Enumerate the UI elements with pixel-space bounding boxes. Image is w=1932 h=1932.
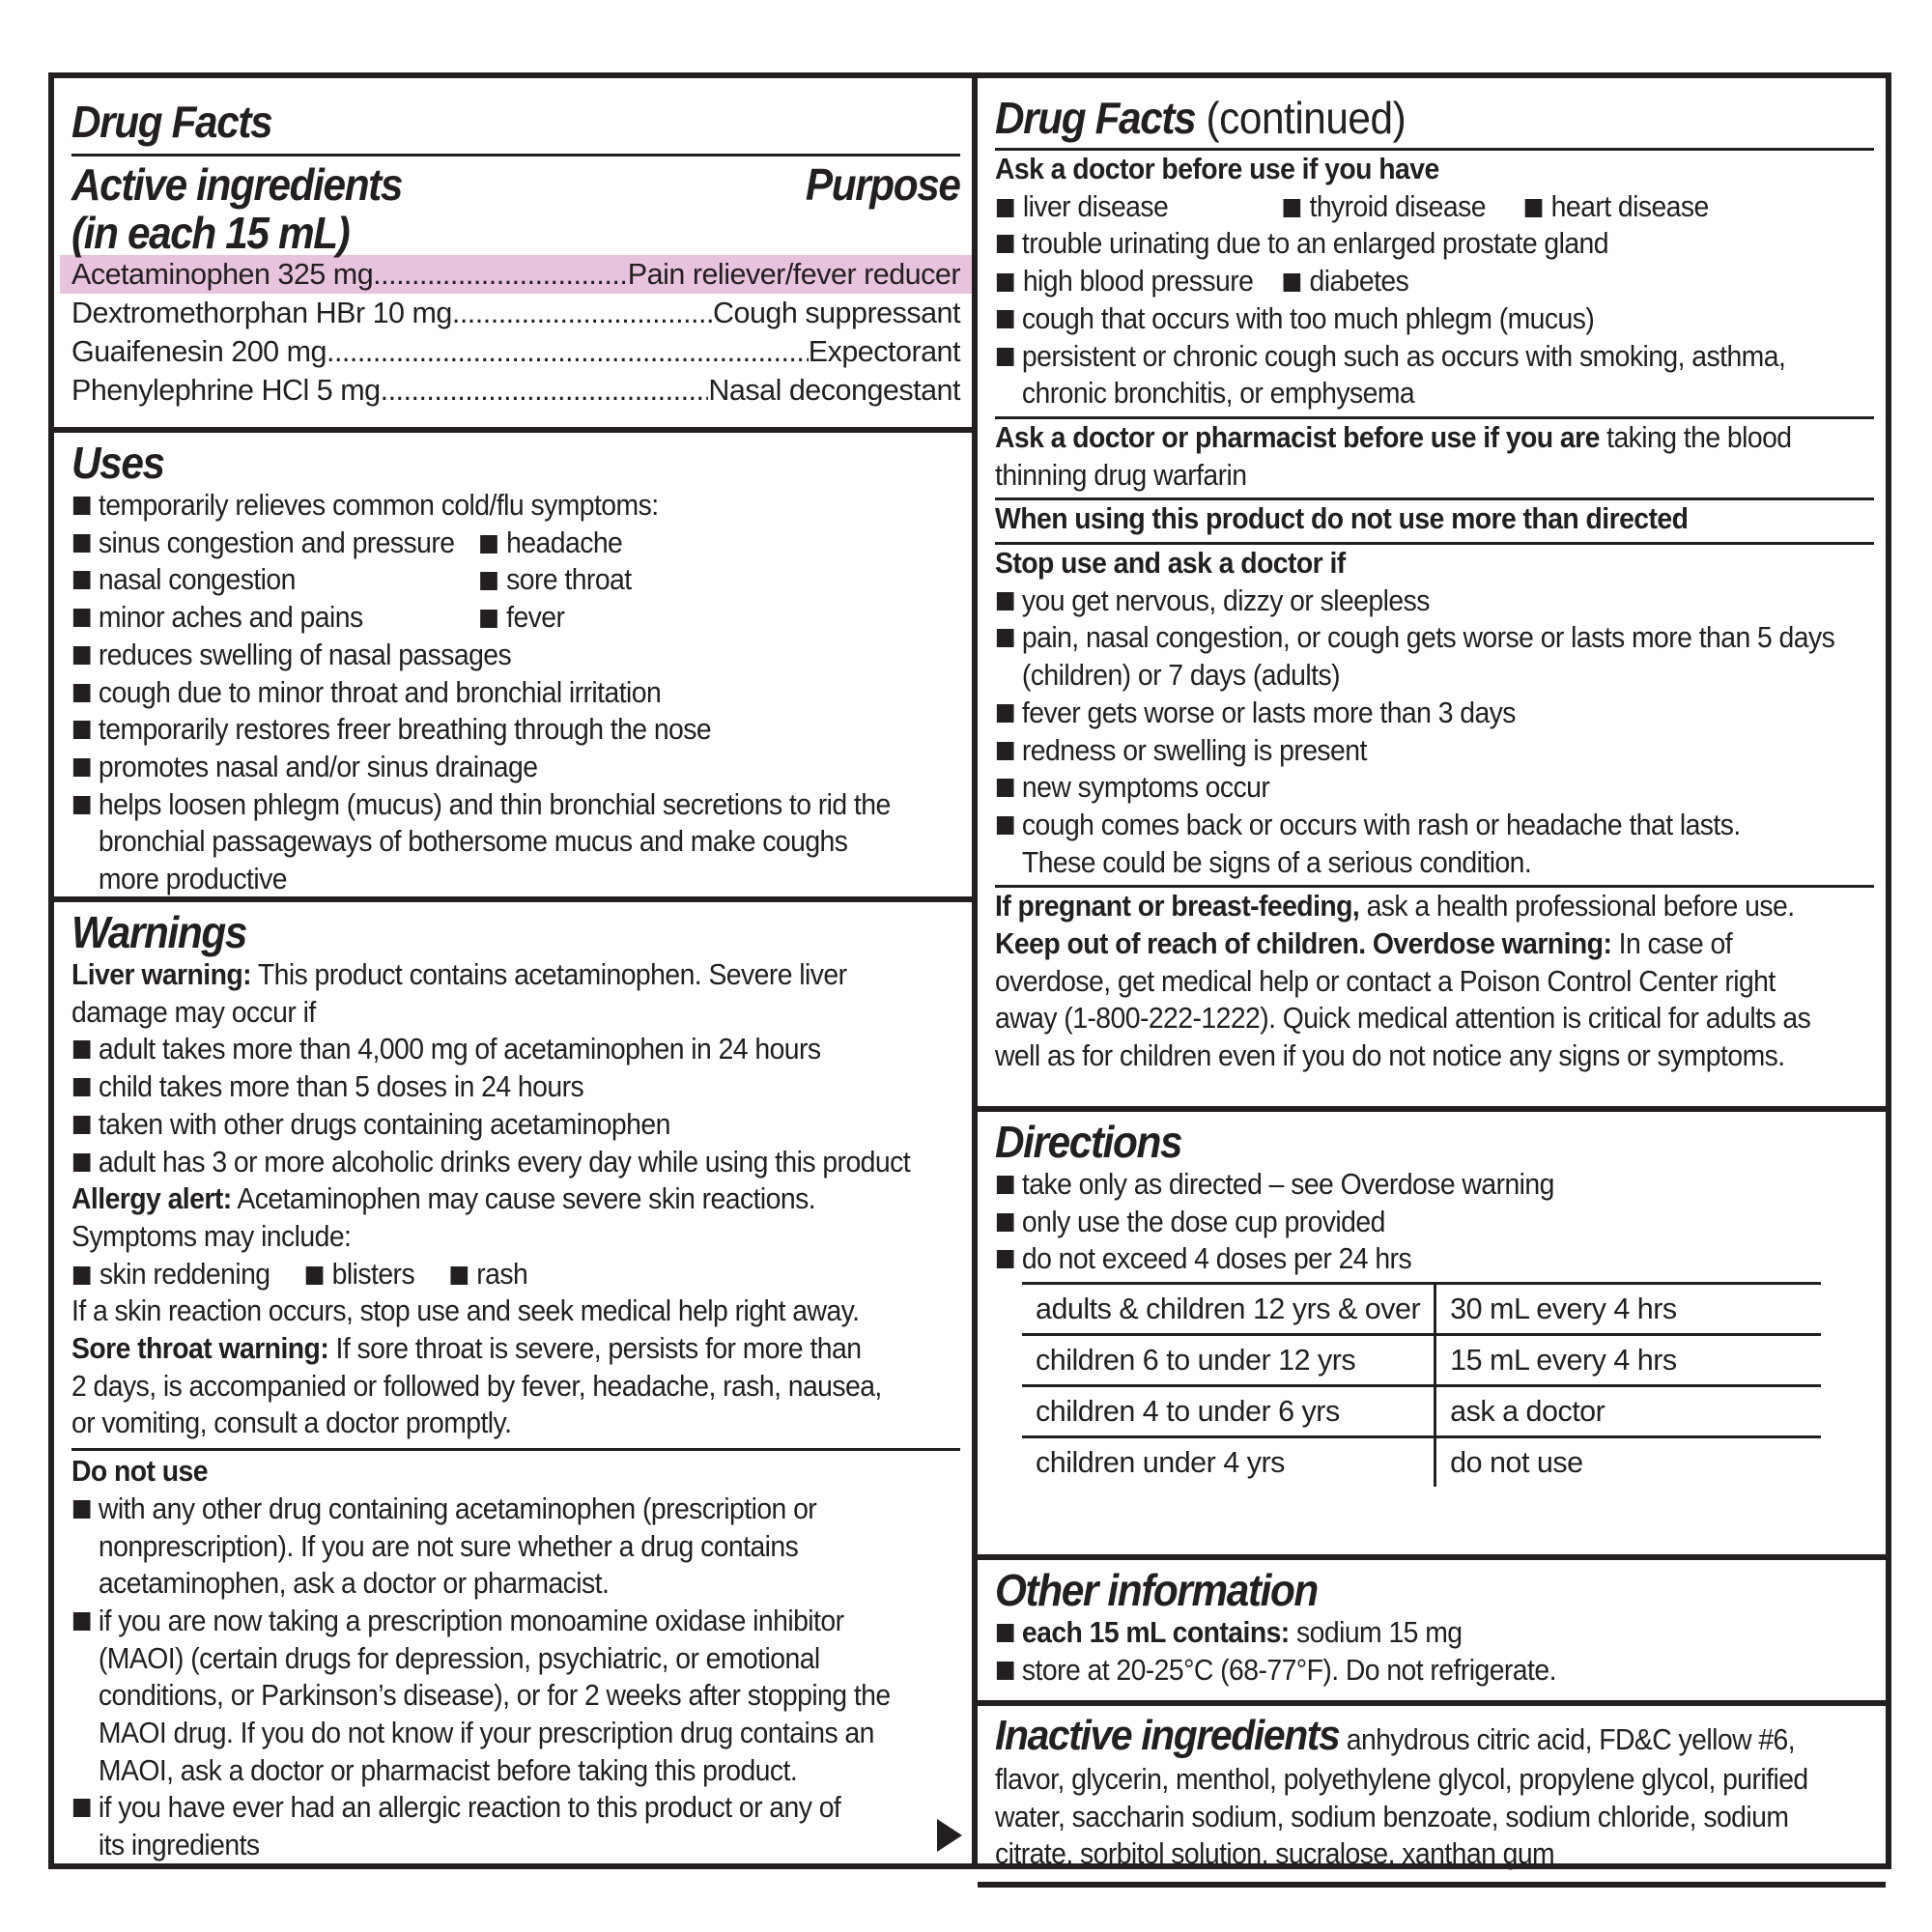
right-column: [978, 78, 1886, 1871]
section-divider: [978, 1882, 1886, 1888]
uses-item-text: sinus congestion and pressure: [98, 526, 455, 559]
bullet-icon: [997, 629, 1014, 647]
continued-title: [995, 94, 1804, 142]
ask-doctor-item: [995, 338, 1812, 412]
inactive-first-line: [995, 1712, 1812, 1761]
ask-doctor-item: [995, 225, 1812, 263]
ask-doctor-row: [995, 188, 1812, 226]
condition-text: cough that occurs with too much phlegm (mucus): [1021, 301, 1595, 335]
ingredient-purpose: Nasal decongestant: [708, 374, 960, 407]
leader-dots: [381, 371, 709, 410]
liver-item: [71, 1144, 911, 1181]
bullet-icon: [997, 816, 1014, 835]
keep-out-text: overdose, get medical help or contact a Poison Control Center right: [995, 964, 1776, 998]
uses-title: Uses: [71, 438, 164, 488]
ingredient-list: [54, 255, 972, 410]
title-rule: [71, 154, 960, 156]
bullet-icon: [73, 1153, 91, 1172]
do-not-use-text: MAOI drug. If you do not know if your prescription drug contains an: [98, 1717, 874, 1750]
symptom-text: skin reddening: [99, 1257, 270, 1291]
uses-item: [71, 525, 898, 562]
stop-use-text: These could be signs of a serious condition.: [1021, 845, 1532, 879]
continued-title-text: Drug Facts: [995, 93, 1196, 143]
inactive-ingredients-section: [978, 1706, 1886, 1882]
bullet-icon: [73, 1040, 91, 1059]
do-not-use-text: its ingredients: [98, 1829, 260, 1862]
bullet-icon: [1284, 273, 1301, 292]
continued-suffix: (continued): [1195, 93, 1406, 143]
active-ingredients-section: [54, 78, 972, 427]
continued-section: [978, 78, 1886, 1106]
ingredient-purpose: Cough suppressant: [712, 297, 960, 329]
do-not-use-text: acetaminophen, ask a doctor or pharmacist.: [98, 1567, 610, 1601]
bullet-icon: [997, 779, 1014, 797]
uses-item-text: nasal congestion: [98, 563, 296, 597]
ingredient-purpose: Expectorant: [808, 335, 960, 368]
directions-title: Directions: [995, 1117, 1182, 1167]
uses-item-text: sore throat: [506, 563, 632, 597]
when-using-text: When using this product do not use more than directed: [995, 502, 1689, 536]
bullet-icon: [73, 1116, 91, 1134]
table-cell: children under 4 yrs: [1022, 1437, 1435, 1488]
left-column: [54, 78, 972, 1863]
ingredient-name: Acetaminophen 325 mg: [71, 258, 374, 291]
allergy-alert-label: Allergy alert:: [71, 1182, 232, 1216]
stop-use-text: redness or swelling is present: [1021, 733, 1367, 767]
condition-text: diabetes: [1309, 265, 1409, 298]
allergy-symptoms: [71, 1256, 898, 1293]
keep-out-text: away (1-800-222-1222). Quick medical attention is critical for adults as: [995, 1002, 1811, 1036]
table-cell: ask a doctor: [1435, 1386, 1822, 1437]
sore-throat-text: If sore throat is severe, persists for more than: [328, 1332, 862, 1366]
keep-out-text: well as for children even if you do not notice any signs or symptoms.: [995, 1039, 1785, 1073]
stop-use-item: [995, 619, 1835, 694]
sore-throat-text: or vomiting, consult a doctor promptly.: [71, 1406, 512, 1440]
condition-text: heart disease: [1550, 189, 1709, 223]
ask-doctor-item: [995, 300, 1812, 338]
pregnant-warning: [995, 888, 1812, 925]
ingredient-row-guaifenesin: [71, 332, 960, 371]
allergy-alert: [71, 1180, 898, 1218]
bullet-icon: [997, 348, 1014, 366]
bullet-icon: [997, 1176, 1014, 1194]
stop-use-text: pain, nasal congestion, or cough gets worse or lasts more than 5 days: [1021, 621, 1835, 655]
uses-item-text: more productive: [98, 863, 287, 896]
bullet-icon: [997, 1213, 1014, 1232]
bullet-icon: [73, 1078, 91, 1096]
purpose-heading: Purpose: [806, 159, 960, 210]
bullet-icon: [480, 610, 497, 628]
drug-facts-title: Drug Facts: [71, 97, 272, 147]
bullet-icon: [73, 571, 91, 589]
bullet-icon: [450, 1266, 468, 1285]
bullet-icon: [997, 235, 1014, 253]
directions-item: [995, 1204, 1812, 1241]
table-row: [1022, 1284, 1821, 1335]
bullet-icon: [997, 1624, 1014, 1642]
directions-text: take only as directed – see Overdose warning: [1021, 1168, 1554, 1201]
do-not-use-text: conditions, or Parkinson’s disease), or for 2 weeks after stopping the: [98, 1679, 891, 1713]
bullet-icon: [73, 796, 91, 814]
stop-use-item: [995, 807, 1812, 881]
table-row: [1022, 1335, 1821, 1386]
do-not-use-text: (MAOI) (certain drugs for depression, psychiatric, or emotional: [98, 1641, 820, 1675]
ingredient-row-phenylephrine: [71, 371, 960, 410]
bullet-icon: [480, 535, 497, 554]
bullet-icon: [73, 497, 91, 515]
liver-item: [71, 1068, 898, 1106]
liver-item-text: adult has 3 or more alcoholic drinks every day while using this product: [98, 1145, 911, 1179]
do-not-use-item: [71, 1789, 898, 1863]
bullet-icon: [73, 1612, 91, 1631]
uses-item: [71, 786, 898, 896]
keep-out-text: In case of: [1611, 927, 1733, 961]
active-heading-block: [71, 159, 960, 258]
ingredient-row-dextromethorphan: [71, 294, 960, 332]
ingredient-name: Phenylephrine HCl 5 mg: [71, 374, 381, 407]
pregnant-text: ask a health professional before use.: [1359, 890, 1795, 923]
inactive-ingredients-title: Inactive ingredients: [995, 1712, 1340, 1759]
condition-text: liver disease: [1022, 189, 1169, 223]
liver-warning-text: This product contains acetaminophen. Severe liver: [251, 958, 847, 991]
do-not-use-text: MAOI, ask a doctor or pharmacist before taking this product.: [98, 1753, 798, 1787]
stop-use-title: Stop use and ask a doctor if: [995, 547, 1346, 581]
bullet-icon: [997, 310, 1014, 328]
directions-item: [995, 1166, 1812, 1204]
sore-throat-label: Sore throat warning:: [71, 1332, 329, 1366]
other-item: [995, 1652, 1812, 1690]
table-row: [1022, 1386, 1821, 1437]
stop-use-text: you get nervous, dizzy or sleepless: [1021, 583, 1430, 617]
directions-section: [978, 1112, 1886, 1554]
do-not-use-text: with any other drug containing acetaminophen (prescription or: [98, 1492, 817, 1525]
bullet-icon: [73, 609, 91, 627]
inactive-text: flavor, glycerin, menthol, polyethylene glycol, propylene glycol, purified: [995, 1763, 1808, 1796]
inactive-text: anhydrous citric acid, FD&C yellow #6,: [1339, 1723, 1796, 1756]
uses-item: [71, 711, 898, 749]
bullet-icon: [997, 1662, 1014, 1680]
sore-throat-text: 2 days, is accompanied or followed by fever, headache, rash, nausea,: [71, 1369, 882, 1403]
uses-section: [54, 433, 972, 896]
bullet-icon: [480, 572, 497, 590]
keep-out-warning: [995, 925, 1812, 963]
stop-use-text: cough comes back or occurs with rash or headache that lasts.: [1021, 808, 1741, 841]
uses-item: [71, 749, 898, 786]
do-not-use-text: if you have ever had an allergic reaction to this product or any of: [98, 1791, 841, 1825]
warnings-section: [54, 902, 972, 1863]
ask-doctor-row: [995, 263, 1812, 300]
liver-warning-label: Liver warning:: [71, 958, 252, 991]
bullet-icon: [73, 721, 91, 739]
liver-item-text: child takes more than 5 doses in 24 hours: [98, 1070, 584, 1104]
directions-text: only use the dose cup provided: [1021, 1205, 1385, 1238]
do-not-use-item: [71, 1491, 898, 1603]
dosage-table: [1022, 1282, 1821, 1487]
bullet-icon: [1525, 199, 1543, 217]
ingredient-name: Dextromethorphan HBr 10 mg: [71, 297, 452, 329]
symptom-text: rash: [476, 1257, 528, 1291]
liver-item: [71, 1106, 898, 1144]
other-item: [995, 1614, 1812, 1652]
uses-item: [71, 674, 898, 712]
condition-text: thyroid disease: [1309, 189, 1486, 223]
stop-use-item: [995, 582, 1812, 620]
ingredient-row-acetaminophen: [60, 255, 972, 294]
ingredient-name: Guaifenesin 200 mg: [71, 335, 327, 368]
liver-item: [71, 1031, 898, 1068]
bullet-icon: [997, 199, 1014, 217]
allergy-alert-text: Acetaminophen may cause severe skin reactions.: [231, 1182, 816, 1216]
uses-item-text: promotes nasal and/or sinus drainage: [98, 750, 538, 783]
stop-use-item: [995, 769, 1812, 807]
table-cell: do not use: [1450, 1445, 1583, 1479]
bullet-icon: [1284, 199, 1301, 217]
do-not-use-title: Do not use: [71, 1455, 208, 1489]
uses-item: [71, 637, 898, 674]
uses-item-text: helps loosen phlegm (mucus) and thin bronchial secretions to rid the: [98, 787, 891, 821]
uses-item-text: minor aches and pains: [98, 601, 363, 635]
bullet-icon: [997, 592, 1014, 611]
stop-use-text: new symptoms occur: [1021, 771, 1270, 805]
allergy-alert-text: Symptoms may include:: [71, 1219, 352, 1253]
uses-item-text: headache: [506, 526, 623, 559]
allergy-after-text: If a skin reaction occurs, stop use and seek medical help right away.: [71, 1294, 860, 1328]
warnings-title: Warnings: [71, 907, 246, 957]
leader-dots: [373, 255, 628, 294]
liver-item-text: taken with other drugs containing acetaminophen: [98, 1107, 670, 1141]
table-cell: 30 mL every 4 hrs: [1435, 1284, 1822, 1335]
other-item-label: each 15 mL contains:: [1021, 1616, 1290, 1649]
condition-text: chronic bronchitis, or emphysema: [1021, 377, 1415, 411]
uses-item-text: reduces swelling of nasal passages: [98, 638, 512, 671]
ask-doctor-title: Ask a doctor before use if you have: [995, 153, 1439, 185]
condition-text: high blood pressure: [1022, 265, 1254, 298]
uses-item-text: temporarily relieves common cold/flu symptoms:: [98, 489, 659, 522]
uses-item-text: cough due to minor throat and bronchial irritation: [98, 675, 662, 709]
ask-pharmacist: [995, 419, 1812, 457]
do-not-use-item: [71, 1603, 898, 1790]
uses-item: [71, 487, 898, 525]
bullet-icon: [73, 1500, 91, 1519]
other-item-text: store at 20-25°C (68-77°F). Do not refrigerate.: [1021, 1653, 1556, 1687]
table-row: [1022, 1437, 1821, 1488]
bullet-icon: [73, 684, 91, 702]
liver-warning-text: damage may occur if: [71, 995, 316, 1029]
leader-dots: [327, 332, 809, 371]
do-not-use-text: nonprescription). If you are not sure whether a drug contains: [98, 1529, 799, 1563]
sore-throat-warning: [71, 1330, 898, 1368]
other-item-text: sodium 15 mg: [1289, 1616, 1463, 1649]
inactive-text: citrate, sorbitol solution, sucralose, xanthan gum: [995, 1837, 1555, 1871]
do-not-use-rule: [71, 1448, 960, 1451]
bullet-icon: [997, 704, 1014, 723]
drug-facts-panel: [48, 72, 1891, 1869]
other-information-title: Other information: [995, 1565, 1318, 1615]
bullet-icon: [997, 742, 1014, 760]
bullet-icon: [73, 534, 91, 553]
directions-text: do not exceed 4 doses per 24 hrs: [1021, 1242, 1412, 1276]
uses-item-text: temporarily restores freer breathing through the nose: [98, 713, 712, 747]
liver-warning: [71, 956, 898, 994]
uses-item: [71, 599, 898, 637]
ask-pharmacist-text: taking the blood: [1599, 420, 1792, 454]
bullet-icon: [73, 1266, 91, 1285]
ask-pharmacist-label: Ask a doctor or pharmacist before use if you are: [995, 420, 1600, 454]
uses-item-text: bronchial passageways of bothersome mucus and make coughs: [98, 825, 848, 859]
stop-use-item: [995, 732, 1812, 770]
condition-text: persistent or chronic cough such as occurs with smoking, asthma,: [1021, 339, 1786, 373]
bullet-icon: [306, 1266, 324, 1285]
bullet-icon: [73, 758, 91, 777]
bullet-icon: [73, 646, 91, 665]
liver-item-text: adult takes more than 4,000 mg of acetaminophen in 24 hours: [98, 1033, 821, 1066]
bullet-icon: [73, 1799, 91, 1817]
pregnant-label: If pregnant or breast-feeding,: [995, 890, 1360, 923]
condition-text: trouble urinating due to an enlarged prostate gland: [1021, 227, 1608, 261]
ask-pharmacist-text: thinning drug warfarin: [995, 458, 1247, 492]
do-not-use-text: if you are now taking a prescription monoamine oxidase inhibitor: [98, 1604, 844, 1637]
directions-item: [995, 1240, 1812, 1278]
other-information-section: [978, 1560, 1886, 1700]
active-ingredients-subheading: (in each 15 mL): [71, 208, 350, 258]
stop-use-item: [995, 695, 1812, 732]
uses-item-text: fever: [506, 601, 565, 635]
bullet-icon: [997, 1250, 1014, 1268]
table-cell: 15 mL every 4 hrs: [1435, 1335, 1822, 1386]
stop-use-text: (children) or 7 days (adults): [1021, 659, 1340, 693]
continue-arrow-icon: [937, 1819, 962, 1852]
uses-item: [71, 561, 898, 599]
leader-dots: [452, 294, 713, 332]
stop-use-text: fever gets worse or lasts more than 3 days: [1021, 696, 1516, 729]
inactive-text: water, saccharin sodium, sodium benzoate, sodium chloride, sodium: [995, 1800, 1789, 1833]
active-ingredients-heading: Active ingredients: [71, 159, 403, 210]
table-cell: children 4 to under 6 yrs: [1022, 1386, 1435, 1437]
symptom-text: blisters: [331, 1257, 415, 1291]
table-cell: adults & children 12 yrs & over: [1022, 1284, 1435, 1335]
ingredient-purpose: Pain reliever/fever reducer: [627, 258, 960, 291]
bullet-icon: [997, 273, 1014, 292]
table-cell: children 6 to under 12 yrs: [1022, 1335, 1435, 1386]
keep-out-label: Keep out of reach of children. Overdose warning:: [995, 927, 1612, 961]
